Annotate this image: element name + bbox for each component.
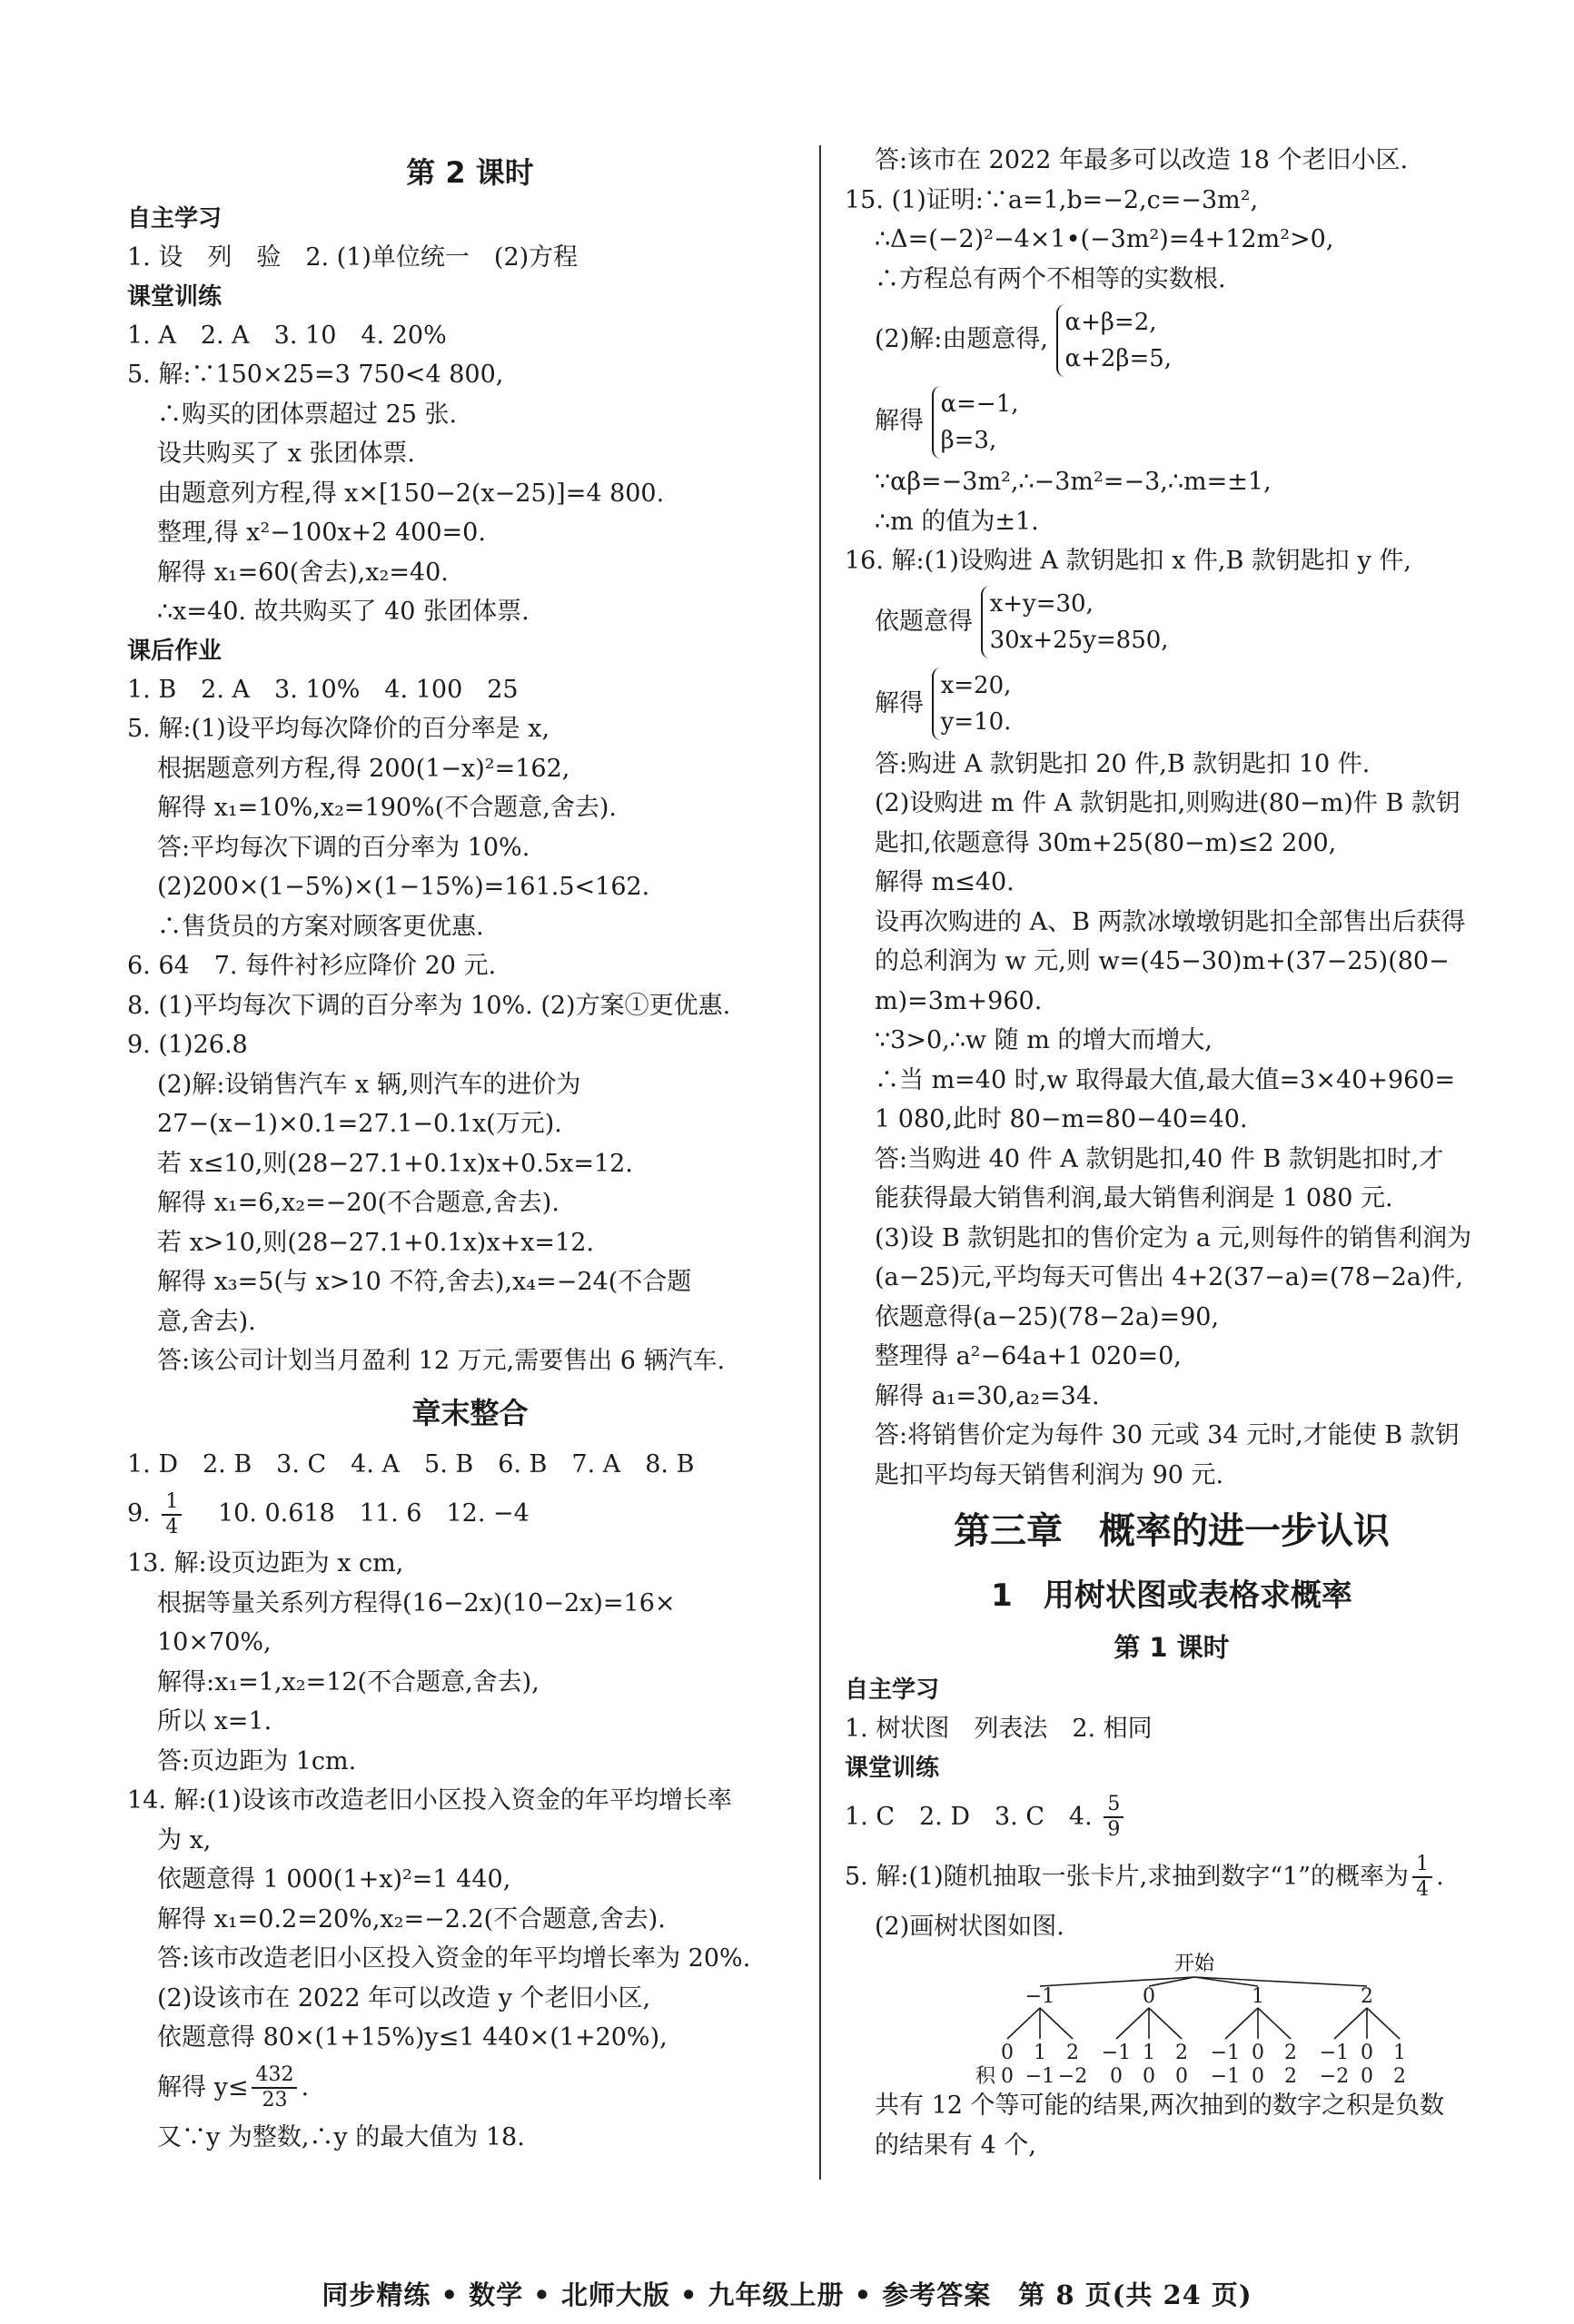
lesson-title: 第 2 课时 <box>406 155 534 190</box>
answer-line: ∴售货员的方案对顾客更优惠. <box>157 912 484 941</box>
answer-line: 5. 解:(1)设平均每次降价的百分率是 x, <box>127 715 550 743</box>
answer-line: 答:该市在 2022 年最多可以改造 18 个老旧小区. <box>875 146 1409 174</box>
tree-product: 2 <box>1393 2065 1406 2088</box>
tree-branch <box>1007 2008 1040 2039</box>
equation: 30x+25y=850, <box>989 627 1169 654</box>
answer-line: 所以 x=1. <box>157 1707 272 1736</box>
fraction-denominator: 4 <box>1416 1878 1430 1901</box>
answer-line: 依题意得(a−25)(78−2a)=90, <box>875 1302 1220 1331</box>
answer-line-system <box>845 581 1499 663</box>
fraction <box>1104 1793 1124 1842</box>
tree-leaf: 1 <box>1393 2042 1406 2064</box>
equation-system <box>1056 304 1173 377</box>
answer-line: 1. 树状图 列表法 2. 相同 <box>845 1715 1153 1743</box>
fraction <box>252 2063 297 2112</box>
answer-line: 答:当购进 40 件 A 款钥匙扣,40 件 B 款钥匙扣时,才 <box>875 1144 1444 1173</box>
answer-line-fraction <box>845 1847 1499 1907</box>
answer-line: 设共购买了 x 张团体票. <box>157 440 415 468</box>
answer-text: 依题意得 <box>875 607 973 636</box>
answer-line: 1. D 2. B 3. C 4. A 5. B 6. B 7. A 8. B <box>127 1449 695 1478</box>
lesson-title: 第 1 课时 <box>1114 1632 1230 1663</box>
answer-line: 答:该市改造老旧小区投入资金的年平均增长率为 20%. <box>157 1944 751 1973</box>
answer-line: ∴方程总有两个不相等的实数根. <box>875 264 1226 293</box>
answer-line: ∴m 的值为±1. <box>875 507 1039 536</box>
answer-line: 1. B 2. A 3. 10% 4. 100 25 <box>127 675 519 704</box>
tree-leaf: −1 <box>1210 2042 1241 2064</box>
tree-node: 2 <box>1361 1985 1373 2008</box>
answer-text: (2)解:由题意得, <box>875 325 1048 353</box>
answer-number: 9. <box>127 1499 151 1528</box>
answer-line: 14. 解:(1)设该市改造老旧小区投入资金的年平均增长率 <box>127 1786 732 1815</box>
tree-leaf: 2 <box>1175 2042 1188 2064</box>
equation: β=3, <box>940 426 997 454</box>
answer-line: (a−25)元,平均每天可售出 4+2(37−a)=(78−2a)件, <box>875 1263 1463 1291</box>
tree-product: −2 <box>1319 2065 1350 2088</box>
answer-line: 由题意列方程,得 x×[150−2(x−25)]=4 800. <box>157 479 665 508</box>
answer-line: m)=3m+960. <box>875 986 1043 1015</box>
equation: α=−1, <box>940 390 1019 418</box>
answer-line: 答:页边距为 1cm. <box>157 1746 357 1775</box>
answer-text: 解得 <box>875 688 924 717</box>
answer-line: 若 x>10,则(28−27.1+0.1x)x+x=12. <box>157 1228 594 1257</box>
tree-leaf: 0 <box>1361 2042 1373 2064</box>
answer-line: 根据题意列方程,得 200(1−x)²=162, <box>157 754 570 783</box>
left-column <box>127 145 813 2157</box>
answer-line: 解得 x₁=60(舍去),x₂=40. <box>157 558 449 587</box>
answer-line: 13. 解:设页边距为 x cm, <box>127 1549 404 1577</box>
fraction-denominator: 4 <box>165 1515 179 1538</box>
tree-product: 0 <box>1252 2065 1264 2088</box>
answer-line: (2)200×(1−5%)×(1−15%)=161.5<162. <box>157 873 650 901</box>
answer-line: 的结果有 4 个, <box>875 2131 1036 2160</box>
answer-line-fraction <box>845 1787 1499 1847</box>
tree-branch <box>1149 2008 1182 2039</box>
heading-zizhu: 自主学习 <box>127 205 223 232</box>
answer-line: 8. (1)平均每次下调的百分率为 10%. (2)方案①更优惠. <box>127 991 731 1020</box>
fraction-numerator: 432 <box>252 2063 297 2089</box>
tree-branch <box>1225 2008 1258 2039</box>
tree-root: 开始 <box>1173 1953 1215 1975</box>
answer-line: 匙扣,依题意得 30m+25(80−m)≤2 200, <box>875 828 1337 857</box>
tree-product: −1 <box>1210 2065 1241 2088</box>
heading-ketang: 课堂训练 <box>845 1754 940 1782</box>
answer-text: 解得 <box>875 407 924 435</box>
page-footer: 同步精练 • 数学 • 北师大版 • 九年级上册 • 参考答案 第 8 页(共 24 页) <box>322 2279 1252 2310</box>
equation: x+y=30, <box>989 590 1094 618</box>
answer-line: 解得 x₁=10%,x₂=190%(不合题意,舍去). <box>157 794 617 822</box>
tree-leaf: 1 <box>1034 2042 1046 2064</box>
tree-product: 2 <box>1284 2065 1297 2088</box>
answer-line: 9. (1)26.8 <box>127 1031 248 1059</box>
column-divider <box>819 145 821 2180</box>
equation: y=10. <box>940 708 1012 736</box>
tree-product-label: 积 <box>975 2065 996 2088</box>
tree-branch <box>1116 2008 1149 2039</box>
equation: α+β=2, <box>1064 308 1157 336</box>
answer-line: 解得 x₁=0.2=20%,x₂=−2.2(不合题意,舍去). <box>157 1904 666 1933</box>
equation: α+2β=5, <box>1064 344 1173 372</box>
answer-line: 解得 x₃=5(与 x>10 不符,舍去),x₄=−24(不合题 <box>157 1268 692 1296</box>
tree-leaf: 2 <box>1284 2042 1297 2064</box>
answer-line: 解得 a₁=30,a₂=34. <box>875 1381 1100 1410</box>
tree-leaf: −1 <box>1101 2042 1132 2064</box>
fraction <box>1412 1853 1432 1902</box>
answer-line: 又∵y 为整数,∴y 的最大值为 18. <box>157 2122 525 2151</box>
answer-line-fraction <box>127 1484 813 1544</box>
answer-line: 答:购进 A 款钥匙扣 20 件,B 款钥匙扣 10 件. <box>875 749 1371 778</box>
heading-ketang: 课堂训练 <box>127 282 223 311</box>
tree-product: 0 <box>1361 2065 1373 2088</box>
tree-product: 0 <box>1110 2065 1123 2088</box>
tree-branch <box>1258 2008 1291 2039</box>
fraction <box>162 1490 182 1539</box>
fraction-numerator: 1 <box>1412 1853 1432 1878</box>
tree-product: 0 <box>1175 2065 1188 2088</box>
answer-line: 整理,得 x²−100x+2 400=0. <box>157 519 486 547</box>
answer-text: 10. 0.618 11. 6 12. −4 <box>193 1499 530 1528</box>
answer-line: ∵αβ=−3m²,∴−3m²=−3,∴m=±1, <box>875 468 1272 496</box>
answer-line: ∴Δ=(−2)²−4×1•(−3m²)=4+12m²>0, <box>875 225 1334 253</box>
answer-line: 匙扣平均每天销售利润为 90 元. <box>875 1460 1224 1489</box>
answer-line: 解得 m≤40. <box>875 868 1015 896</box>
equation-system <box>932 668 1012 740</box>
answer-line: 1. A 2. A 3. 10 4. 20% <box>127 321 447 350</box>
answer-text: . <box>1436 1862 1444 1891</box>
answer-text: 1. C 2. D 3. C 4. <box>845 1802 1093 1831</box>
answer-line: 15. (1)证明:∵a=1,b=−2,c=−3m², <box>845 185 1259 214</box>
equation-system <box>932 386 1019 459</box>
answer-line: ∴x=40. 故共购买了 40 张团体票. <box>157 598 530 626</box>
tree-node: 1 <box>1252 1985 1264 2008</box>
tree-branch <box>1334 2008 1367 2039</box>
equation: x=20, <box>940 672 1012 699</box>
answer-line-system <box>845 663 1499 745</box>
answer-line: 答:该公司计划当月盈利 12 万元,需要售出 6 辆汽车. <box>157 1347 726 1375</box>
answer-line: 若 x≤10,则(28−27.1+0.1x)x+0.5x=12. <box>157 1149 633 1178</box>
tree-product: 0 <box>1143 2065 1155 2088</box>
answer-line: 的总利润为 w 元,则 w=(45−30)m+(37−25)(80− <box>875 947 1450 975</box>
answer-line: 5. 解:∵150×25=3 750<4 800, <box>127 361 504 389</box>
answer-line: 意,舍去). <box>157 1307 256 1336</box>
tree-leaf: 2 <box>1066 2042 1079 2064</box>
answer-line-system <box>845 299 1499 381</box>
answer-line: ∴购买的团体票超过 25 张. <box>157 400 458 429</box>
answer-line: (2)设该市在 2022 年可以改造 y 个老旧小区, <box>157 1983 651 2012</box>
answer-line: 为 x, <box>157 1825 212 1854</box>
answer-line-fraction <box>127 2058 813 2118</box>
tree-node: 0 <box>1143 1985 1155 2008</box>
answer-line: (3)设 B 款钥匙扣的售价定为 a 元,则每件的销售利润为 <box>875 1223 1472 1252</box>
tree-product: −1 <box>1025 2065 1055 2088</box>
answer-line: 1. 设 列 验 2. (1)单位统一 (2)方程 <box>127 243 579 272</box>
fraction-denominator: 9 <box>1107 1818 1121 1841</box>
fraction-denominator: 23 <box>262 2089 288 2111</box>
tree-leaf: −1 <box>1319 2042 1350 2064</box>
answer-line: 16. 解:(1)设购进 A 款钥匙扣 x 件,B 款钥匙扣 y 件, <box>845 547 1411 575</box>
tree-diagram <box>975 1950 1406 2088</box>
answer-text: 5. 解:(1)随机抽取一张卡片,求抽到数字“1”的概率为 <box>845 1862 1410 1891</box>
fraction-numerator: 1 <box>162 1490 182 1516</box>
chapter-title: 第三章 概率的进一步认识 <box>954 1510 1390 1552</box>
answer-line: 27−(x−1)×0.1=27.1−0.1x(万元). <box>157 1110 562 1138</box>
answer-line: 依题意得 1 000(1+x)²=1 440, <box>157 1865 511 1894</box>
tree-branch <box>1194 1977 1367 1986</box>
heading-kehou: 课后作业 <box>127 637 223 665</box>
tree-branch <box>1367 2008 1400 2039</box>
answer-text: 解得 y≤ <box>157 2072 249 2101</box>
answer-line: 依题意得 80×(1+15%)y≤1 440×(1+20%), <box>157 2023 668 2052</box>
tree-branch <box>1040 2008 1073 2039</box>
fraction-numerator: 5 <box>1104 1793 1124 1818</box>
tree-leaf: 0 <box>1001 2042 1014 2064</box>
answer-line: (2)设购进 m 件 A 款钥匙扣,则购进(80−m)件 B 款钥 <box>875 789 1460 817</box>
answer-line: 解得:x₁=1,x₂=12(不合题意,舍去), <box>157 1667 540 1696</box>
right-column <box>845 141 1499 2165</box>
answer-line: 共有 12 个等可能的结果,两次抽到的数字之积是负数 <box>875 2092 1445 2120</box>
tree-leaf: 0 <box>1252 2042 1264 2064</box>
tree-leaf: 1 <box>1143 2042 1155 2064</box>
equation-system <box>981 586 1169 658</box>
tree-product: −2 <box>1057 2065 1088 2088</box>
tree-node: −1 <box>1025 1985 1055 2008</box>
answer-line-system <box>845 381 1499 462</box>
answer-line: (2)解:设销售汽车 x 辆,则汽车的进价为 <box>157 1070 581 1099</box>
answer-line: ∴当 m=40 时,w 取得最大值,最大值=3×40+960= <box>875 1065 1456 1094</box>
answer-line: 1 080,此时 80−m=80−40=40. <box>875 1105 1248 1133</box>
answer-line: 设再次购进的 A、B 两款冰墩墩钥匙扣全部售出后获得 <box>875 907 1466 936</box>
answer-line: (2)画树状图如图. <box>875 1912 1064 1941</box>
heading-zizhu: 自主学习 <box>845 1676 940 1704</box>
answer-line: 能获得最大销售利润,最大销售利润是 1 080 元. <box>875 1184 1393 1212</box>
tree-product: 0 <box>1001 2065 1014 2088</box>
answer-line: 整理得 a²−64a+1 020=0, <box>875 1342 1182 1370</box>
answer-line: 6. 64 7. 每件衬衫应降价 20 元. <box>127 952 497 980</box>
chapter-end-title: 章末整合 <box>411 1395 529 1430</box>
answer-line: 10×70%, <box>157 1628 272 1656</box>
section-title: 1 用树状图或表格求概率 <box>991 1577 1352 1614</box>
answer-text: . <box>301 2072 310 2101</box>
answer-line: 答:将销售价定为每件 30 元或 34 元时,才能使 B 款钥 <box>875 1421 1460 1449</box>
answer-line: ∵3>0,∴w 随 m 的增大而增大, <box>875 1026 1213 1054</box>
answer-line: 答:平均每次下调的百分率为 10%. <box>157 833 530 862</box>
answer-line: 根据等量关系列方程得(16−2x)(10−2x)=16× <box>157 1588 676 1617</box>
answer-line: 解得 x₁=6,x₂=−20(不合题意,舍去). <box>157 1189 559 1217</box>
